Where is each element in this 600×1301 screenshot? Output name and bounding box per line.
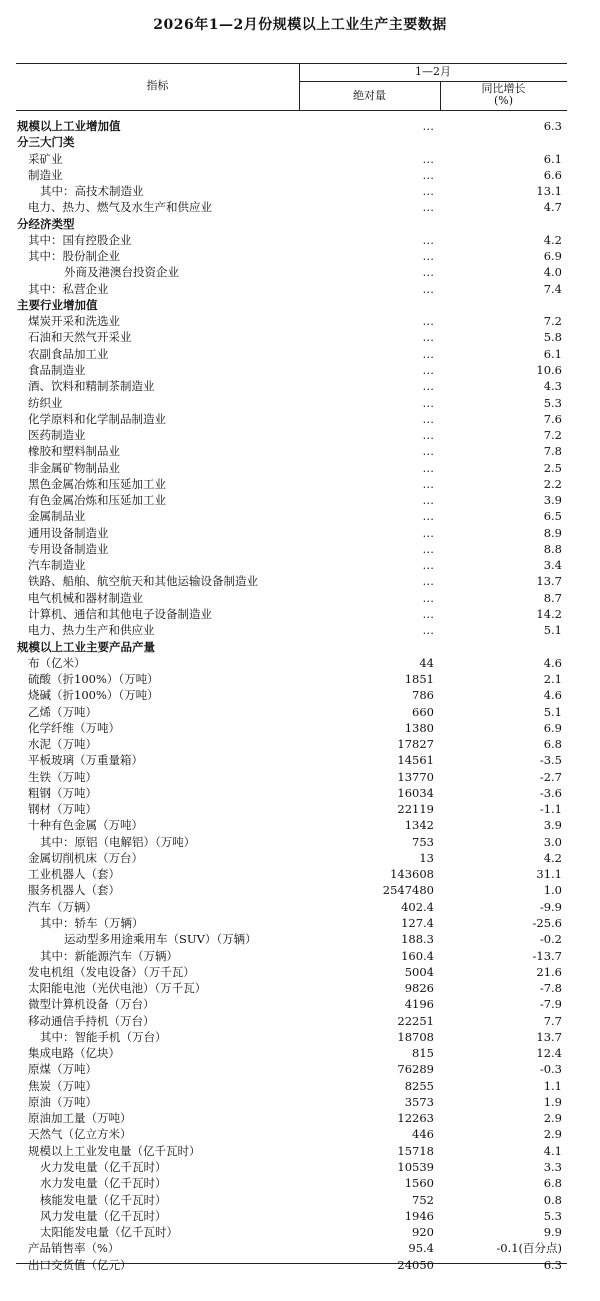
table-row xyxy=(16,1126,567,1142)
row-indicator: 水力发电量（亿千瓦时） xyxy=(40,1176,167,1191)
table-section-row xyxy=(16,297,567,313)
table-row xyxy=(16,752,567,768)
table-row xyxy=(16,996,567,1012)
row-growth: -1.1 xyxy=(539,802,562,817)
row-growth: 6.3 xyxy=(543,1257,562,1272)
row-indicator: 铁路、船舶、航空航天和其他运输设备制造业 xyxy=(28,574,258,589)
table-row xyxy=(16,248,567,264)
row-growth: -13.7 xyxy=(532,948,562,963)
row-indicator: 水泥（万吨） xyxy=(28,737,97,752)
row-growth: 2.2 xyxy=(543,476,562,491)
row-absolute: … xyxy=(422,330,434,345)
row-growth: 2.1 xyxy=(543,672,562,687)
row-absolute: 12263 xyxy=(397,1111,434,1126)
row-indicator: 食品制造业 xyxy=(28,362,86,377)
row-growth: 2.9 xyxy=(543,1111,562,1126)
row-indicator: 金属制品业 xyxy=(28,509,86,524)
row-indicator: 移动通信手持机（万台） xyxy=(28,1013,155,1028)
row-indicator: 纺织业 xyxy=(28,395,63,410)
row-absolute: … xyxy=(422,558,434,573)
row-growth: 1.1 xyxy=(543,1078,562,1093)
row-absolute: 815 xyxy=(412,1046,434,1061)
row-growth: 13.7 xyxy=(536,574,562,589)
table-row xyxy=(16,1061,567,1077)
row-indicator: 规模以上工业发电量（亿千瓦时） xyxy=(28,1143,201,1158)
row-indicator: 石油和天然气开采业 xyxy=(28,330,132,345)
table-row xyxy=(16,508,567,524)
table-row xyxy=(16,622,567,638)
row-indicator: 外商及港澳台投资企业 xyxy=(64,265,179,280)
row-absolute: 920 xyxy=(412,1225,434,1240)
row-growth: -3.5 xyxy=(539,753,562,768)
table-row xyxy=(16,151,567,167)
row-indicator: 钢材（万吨） xyxy=(28,802,97,817)
table-row xyxy=(16,443,567,459)
row-growth: -3.6 xyxy=(539,785,562,800)
table-row xyxy=(16,704,567,720)
row-growth: 6.6 xyxy=(543,167,562,182)
table-section-row xyxy=(16,639,567,655)
table-row xyxy=(16,1175,567,1191)
table-row xyxy=(16,1192,567,1208)
row-growth: 7.4 xyxy=(543,281,562,296)
row-absolute: 188.3 xyxy=(401,932,434,947)
table-row xyxy=(16,817,567,833)
table-row xyxy=(16,1045,567,1061)
row-growth: 7.8 xyxy=(543,444,562,459)
row-growth: 7.2 xyxy=(543,314,562,329)
row-absolute: 786 xyxy=(412,688,434,703)
row-absolute: 10539 xyxy=(397,1160,434,1174)
row-absolute: … xyxy=(422,444,434,459)
row-absolute: 5004 xyxy=(404,964,434,979)
table-row xyxy=(16,1029,567,1045)
row-indicator: 服务机器人（套） xyxy=(28,883,120,898)
row-growth: 21.6 xyxy=(536,964,562,979)
row-growth: 5.3 xyxy=(543,395,562,410)
row-absolute: … xyxy=(422,184,434,199)
row-indicator: 平板玻璃（万重量箱） xyxy=(28,753,143,768)
table-row xyxy=(16,785,567,801)
row-absolute: … xyxy=(422,119,434,133)
period-rule xyxy=(299,81,567,82)
table-row xyxy=(16,769,567,785)
row-growth: 4.6 xyxy=(543,688,562,703)
table-row xyxy=(16,346,567,362)
table-row xyxy=(16,590,567,606)
row-growth: 4.2 xyxy=(543,232,562,247)
row-growth: -0.3 xyxy=(539,1062,562,1077)
row-growth: 6.8 xyxy=(543,1176,562,1191)
header-growth-line1: 同比增长 xyxy=(481,82,526,95)
table-row xyxy=(16,199,567,215)
row-indicator: 运动型多用途乘用车（SUV）（万辆） xyxy=(64,932,257,947)
row-absolute: … xyxy=(422,151,434,166)
row-absolute: 22251 xyxy=(397,1013,434,1028)
row-absolute: … xyxy=(422,395,434,410)
row-indicator: 微型计算机设备（万台） xyxy=(28,997,155,1012)
row-absolute: 14561 xyxy=(397,753,434,768)
row-growth: 9.9 xyxy=(543,1225,562,1240)
row-indicator: 黑色金属冶炼和压延加工业 xyxy=(28,476,166,491)
row-indicator: 原煤（万吨） xyxy=(28,1062,97,1077)
row-indicator: 布（亿米） xyxy=(28,655,86,670)
table-row xyxy=(16,850,567,866)
row-growth: 3.4 xyxy=(543,558,562,573)
row-absolute: … xyxy=(422,574,434,589)
row-growth: 4.0 xyxy=(543,265,562,280)
row-indicator: 产品销售率（%） xyxy=(28,1241,120,1256)
table-row xyxy=(16,948,567,964)
table-row xyxy=(16,980,567,996)
row-growth: 6.1 xyxy=(543,151,562,166)
row-absolute: … xyxy=(422,476,434,491)
row-absolute: 660 xyxy=(412,704,434,719)
table-row xyxy=(16,866,567,882)
row-indicator: 其中：轿车（万辆） xyxy=(40,916,144,931)
row-absolute: 1380 xyxy=(404,720,434,735)
table-section-row xyxy=(16,134,567,150)
row-growth: 5.1 xyxy=(543,704,562,719)
table-row xyxy=(16,362,567,378)
table-row xyxy=(16,557,567,573)
row-indicator: 其中：私营企业 xyxy=(28,281,109,296)
table-row xyxy=(16,460,567,476)
table-row xyxy=(16,915,567,931)
row-growth: 0.8 xyxy=(543,1192,562,1207)
row-growth: 6.3 xyxy=(543,119,562,133)
row-absolute: … xyxy=(422,281,434,296)
row-absolute: 446 xyxy=(412,1127,434,1142)
header-indicator: 指标 xyxy=(146,79,169,92)
row-indicator: 非金属矿物制品业 xyxy=(28,460,120,475)
row-absolute: 127.4 xyxy=(401,916,434,931)
row-indicator: 硫酸（折100%）（万吨） xyxy=(28,672,159,687)
row-growth: 5.3 xyxy=(543,1208,562,1223)
table-row xyxy=(16,395,567,411)
row-indicator: 分三大门类 xyxy=(17,135,75,150)
row-indicator: 橡胶和塑料制品业 xyxy=(28,444,120,459)
table-row xyxy=(16,167,567,183)
row-absolute: 1342 xyxy=(404,818,434,833)
row-indicator: 太阳能电池（光伏电池）（万千瓦） xyxy=(28,981,207,996)
header-period: 1—2月 xyxy=(415,65,451,78)
row-indicator: 火力发电量（亿千瓦时） xyxy=(40,1160,167,1174)
row-indicator: 焦炭（万吨） xyxy=(28,1078,97,1093)
table-row xyxy=(16,232,567,248)
row-absolute: 22119 xyxy=(397,802,434,817)
row-absolute: 76289 xyxy=(397,1062,434,1077)
row-absolute: … xyxy=(422,362,434,377)
row-absolute: … xyxy=(422,623,434,638)
row-growth: 13.7 xyxy=(536,1029,562,1044)
row-indicator: 其中：股份制企业 xyxy=(28,249,120,264)
row-indicator: 出口交货值（亿元） xyxy=(28,1257,132,1272)
row-absolute: 15718 xyxy=(397,1143,434,1158)
row-indicator: 原油（万吨） xyxy=(28,1094,97,1109)
row-indicator: 核能发电量（亿千瓦时） xyxy=(40,1192,167,1207)
table-row xyxy=(16,1143,567,1159)
row-indicator: 煤炭开采和洗选业 xyxy=(28,314,120,329)
table-row xyxy=(16,1257,567,1273)
row-absolute: 3573 xyxy=(404,1094,434,1109)
row-growth: 12.4 xyxy=(536,1046,562,1061)
table-row xyxy=(16,329,567,345)
row-growth: 2.5 xyxy=(543,460,562,475)
row-absolute: 143608 xyxy=(390,867,434,882)
row-indicator: 太阳能发电量（亿千瓦时） xyxy=(40,1225,178,1240)
row-indicator: 分经济类型 xyxy=(17,216,75,231)
row-indicator: 发电机组（发电设备）（万千瓦） xyxy=(28,964,195,979)
table-row xyxy=(16,671,567,687)
row-absolute: 44 xyxy=(419,655,434,670)
row-growth: 6.1 xyxy=(543,346,562,361)
row-growth: 8.7 xyxy=(543,590,562,605)
row-indicator: 烧碱（折100%）（万吨） xyxy=(28,688,159,703)
row-growth: -0.1(百分点) xyxy=(496,1241,562,1256)
row-absolute: … xyxy=(422,525,434,540)
row-growth: 5.1 xyxy=(543,623,562,638)
row-growth: 3.9 xyxy=(543,818,562,833)
row-growth: 4.7 xyxy=(543,200,562,215)
row-absolute: … xyxy=(422,379,434,394)
row-absolute: 160.4 xyxy=(401,948,434,963)
row-indicator: 化学原料和化学制品制造业 xyxy=(28,411,166,426)
table-row xyxy=(16,183,567,199)
row-growth: 4.1 xyxy=(543,1143,562,1158)
row-growth: 8.8 xyxy=(543,541,562,556)
row-absolute: … xyxy=(422,541,434,556)
table-row xyxy=(16,655,567,671)
row-growth: -9.9 xyxy=(539,899,562,914)
row-absolute: … xyxy=(422,232,434,247)
row-indicator: 天然气（亿立方米） xyxy=(28,1127,132,1142)
row-indicator: 生铁（万吨） xyxy=(28,769,97,784)
table-row xyxy=(16,476,567,492)
table-row xyxy=(16,736,567,752)
row-absolute: … xyxy=(422,346,434,361)
row-growth: 1.0 xyxy=(543,883,562,898)
table-row xyxy=(16,378,567,394)
table-row xyxy=(16,899,567,915)
row-indicator: 金属切削机床（万台） xyxy=(28,850,143,865)
header-growth xyxy=(440,83,567,107)
table-row xyxy=(16,313,567,329)
row-indicator: 粗钢（万吨） xyxy=(28,785,97,800)
row-indicator: 其中：智能手机（万台） xyxy=(40,1029,167,1044)
table-row xyxy=(16,264,567,280)
table-row xyxy=(16,931,567,947)
row-growth: 4.3 xyxy=(543,379,562,394)
row-indicator: 计算机、通信和其他电子设备制造业 xyxy=(28,606,212,621)
row-indicator: 风力发电量（亿千瓦时） xyxy=(40,1208,167,1223)
row-indicator: 有色金属冶炼和压延加工业 xyxy=(28,493,166,508)
row-indicator: 酒、饮料和精制茶制造业 xyxy=(28,379,155,394)
table-section-row xyxy=(16,216,567,232)
row-absolute: 1946 xyxy=(404,1208,434,1223)
table-row xyxy=(16,1110,567,1126)
row-indicator: 其中：国有控股企业 xyxy=(28,232,132,247)
row-absolute: … xyxy=(422,249,434,264)
row-growth: 7.2 xyxy=(543,428,562,443)
row-indicator: 汽车制造业 xyxy=(28,558,86,573)
row-absolute: … xyxy=(422,265,434,280)
row-absolute: 1560 xyxy=(404,1176,434,1191)
row-absolute: 95.4 xyxy=(408,1241,434,1256)
row-indicator: 集成电路（亿块） xyxy=(28,1046,120,1061)
table-row xyxy=(16,687,567,703)
row-growth: 6.9 xyxy=(543,249,562,264)
row-indicator: 规模以上工业增加值 xyxy=(17,119,121,133)
row-absolute: … xyxy=(422,200,434,215)
row-indicator: 主要行业增加值 xyxy=(17,297,98,312)
row-absolute: 24050 xyxy=(397,1257,434,1272)
header-bottom-rule xyxy=(16,110,567,111)
table-row xyxy=(16,882,567,898)
table-row xyxy=(16,1240,567,1256)
table-row xyxy=(16,964,567,980)
row-absolute: … xyxy=(422,428,434,443)
row-indicator: 制造业 xyxy=(28,167,63,182)
table-row xyxy=(16,1224,567,1240)
row-indicator: 采矿业 xyxy=(28,151,63,166)
row-indicator: 乙烯（万吨） xyxy=(28,704,97,719)
row-absolute: … xyxy=(422,167,434,182)
table-row xyxy=(16,834,567,850)
row-growth: 14.2 xyxy=(536,606,562,621)
row-indicator: 工业机器人（套） xyxy=(28,867,120,882)
row-indicator: 其中：高技术制造业 xyxy=(40,184,144,199)
row-growth: 4.2 xyxy=(543,850,562,865)
row-growth: 1.9 xyxy=(543,1094,562,1109)
row-absolute: … xyxy=(422,493,434,508)
row-indicator: 电力、热力生产和供应业 xyxy=(28,623,155,638)
row-growth: 2.9 xyxy=(543,1127,562,1142)
table-row xyxy=(16,492,567,508)
row-growth: 4.6 xyxy=(543,655,562,670)
row-indicator: 医药制造业 xyxy=(28,428,86,443)
table-row xyxy=(16,541,567,557)
row-growth: 5.8 xyxy=(543,330,562,345)
table-row xyxy=(16,1013,567,1029)
row-absolute: … xyxy=(422,460,434,475)
row-growth: 6.9 xyxy=(543,720,562,735)
row-indicator: 农副食品加工业 xyxy=(28,346,109,361)
row-absolute: 753 xyxy=(412,834,434,849)
table-body xyxy=(16,118,567,1273)
table-top-rule xyxy=(16,63,567,64)
row-absolute: 16034 xyxy=(397,785,434,800)
row-absolute: … xyxy=(422,411,434,426)
row-indicator: 化学纤维（万吨） xyxy=(28,720,120,735)
row-absolute: 8255 xyxy=(404,1078,434,1093)
row-growth: 3.0 xyxy=(543,834,562,849)
row-growth: 7.7 xyxy=(543,1013,562,1028)
table-row xyxy=(16,1078,567,1094)
row-absolute: 2547480 xyxy=(382,883,434,898)
row-growth: -7.9 xyxy=(539,997,562,1012)
row-growth: 3.3 xyxy=(543,1160,562,1174)
row-growth: 7.6 xyxy=(543,411,562,426)
table-row xyxy=(16,1208,567,1224)
row-absolute: … xyxy=(422,606,434,621)
row-indicator: 专用设备制造业 xyxy=(28,541,109,556)
row-absolute: 17827 xyxy=(397,737,434,752)
row-growth: 8.9 xyxy=(543,525,562,540)
row-indicator: 其中：新能源汽车（万辆） xyxy=(40,948,178,963)
row-growth: 31.1 xyxy=(536,867,562,882)
row-absolute: … xyxy=(422,314,434,329)
table-row xyxy=(16,411,567,427)
row-growth: 10.6 xyxy=(536,362,562,377)
row-absolute: 402.4 xyxy=(401,899,434,914)
row-indicator: 电气机械和器材制造业 xyxy=(28,590,143,605)
row-absolute: … xyxy=(422,509,434,524)
table-row xyxy=(16,720,567,736)
page-title: 2026年1—2月份规模以上工业生产主要数据 xyxy=(153,17,447,33)
table-section-row xyxy=(16,118,567,134)
row-indicator: 原油加工量（万吨） xyxy=(28,1111,132,1126)
header-growth-line2: (%) xyxy=(493,94,514,107)
row-absolute: 13 xyxy=(419,850,434,865)
table-row xyxy=(16,427,567,443)
row-growth: -0.2 xyxy=(539,932,562,947)
table-row xyxy=(16,801,567,817)
row-growth: -2.7 xyxy=(539,769,562,784)
row-indicator: 十种有色金属（万吨） xyxy=(28,818,143,833)
table-row xyxy=(16,281,567,297)
row-growth: -25.6 xyxy=(532,916,562,931)
table-row xyxy=(16,1159,567,1175)
row-growth: -7.8 xyxy=(539,981,562,996)
row-absolute: 9826 xyxy=(404,981,434,996)
row-indicator: 规模以上工业主要产品产量 xyxy=(17,639,155,654)
table-row xyxy=(16,606,567,622)
row-absolute: 752 xyxy=(412,1192,434,1207)
header-absolute: 绝对量 xyxy=(353,89,386,102)
row-indicator: 汽车（万辆） xyxy=(28,899,97,914)
row-growth: 6.8 xyxy=(543,737,562,752)
table-row xyxy=(16,1094,567,1110)
row-absolute: 4196 xyxy=(404,997,434,1012)
row-absolute: … xyxy=(422,590,434,605)
row-indicator: 通用设备制造业 xyxy=(28,525,109,540)
row-growth: 13.1 xyxy=(536,184,562,199)
row-growth: 3.9 xyxy=(543,493,562,508)
row-growth: 6.5 xyxy=(543,509,562,524)
table-row xyxy=(16,525,567,541)
row-indicator: 电力、热力、燃气及水生产和供应业 xyxy=(28,200,212,215)
table-row xyxy=(16,573,567,589)
row-indicator: 其中：原铝（电解铝）（万吨） xyxy=(40,834,196,849)
row-absolute: 18708 xyxy=(397,1029,434,1044)
row-absolute: 1851 xyxy=(404,672,434,687)
row-absolute: 13770 xyxy=(397,769,434,784)
